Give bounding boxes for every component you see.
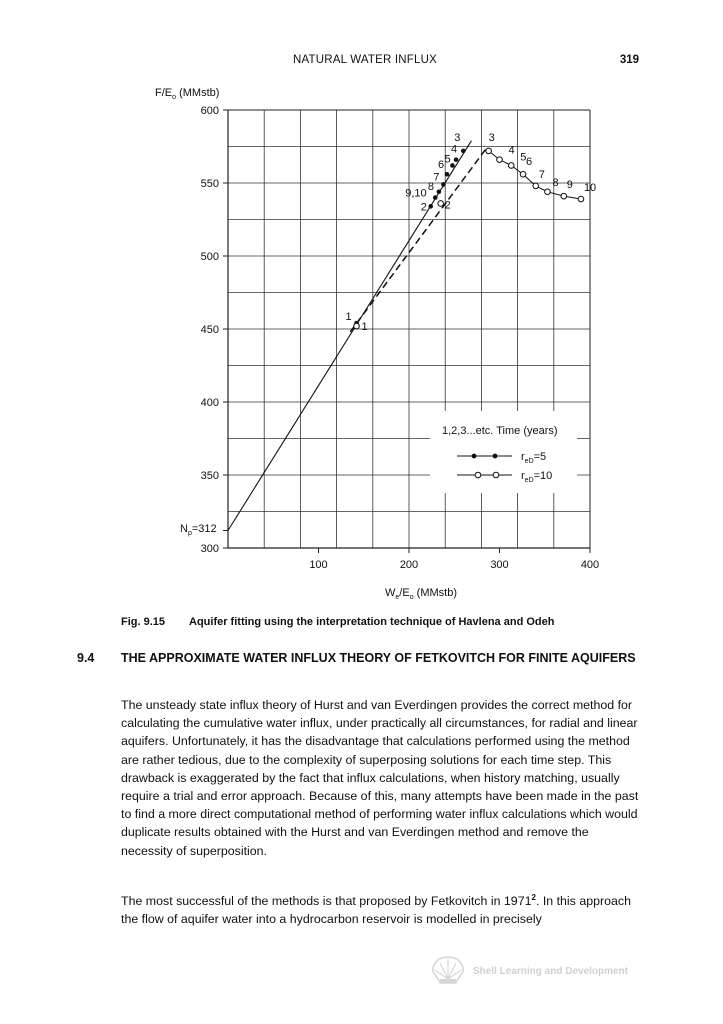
point-red5	[454, 157, 459, 162]
point-label-red5: 8	[427, 180, 434, 193]
legend-marker-red10-b	[493, 472, 499, 478]
paragraph-2-end: . In this approach the flow of aquifer water into a hydrocarbon reservoir is modelled in precisely	[121, 894, 631, 927]
point-label-red5: 2	[420, 201, 427, 214]
point-label-red5: 9,10	[405, 187, 427, 200]
point-red5	[450, 163, 455, 168]
footer-brand-text: Shell Learning and Development	[473, 966, 629, 977]
point-label-red10: 6	[526, 156, 533, 169]
point-red5	[428, 204, 433, 209]
point-label-red10: 2	[444, 199, 451, 212]
legend-marker-red5-b	[493, 454, 498, 459]
point-red5	[441, 182, 446, 187]
x-tick-label: 400	[580, 559, 600, 571]
point-label-red10: 5	[520, 151, 527, 164]
point-label-red10: 9	[566, 179, 573, 192]
point-red10	[561, 193, 567, 199]
point-label-red10: 3	[488, 131, 495, 144]
section-number: 9.4	[77, 651, 95, 665]
legend-label-red5: $r_{eD}=5$	[521, 451, 547, 465]
y-tick-label: 400	[200, 397, 219, 409]
point-red10	[578, 196, 584, 202]
x-tick-label: 300	[490, 559, 509, 571]
legend-label-red10: $r_{eD}=10$	[521, 470, 553, 484]
point-red10	[520, 171, 526, 177]
point-label-red5: 7	[433, 171, 440, 184]
x-tick-label: 100	[309, 559, 328, 571]
paragraph-2-start: The most successful of the methods is that proposed by Fetkovitch in 1971	[121, 894, 532, 909]
point-red10	[497, 157, 503, 163]
legend	[430, 411, 577, 493]
point-red5	[461, 149, 466, 154]
point-red5	[445, 172, 450, 177]
point-label-red10: 7	[538, 168, 545, 181]
point-red10	[545, 189, 551, 195]
data-points	[346, 132, 597, 333]
y-tick-label: 550	[200, 178, 219, 190]
point-red10	[354, 323, 360, 329]
running-header-title: NATURAL WATER INFLUX	[293, 54, 437, 66]
legend-marker-red10-a	[475, 472, 481, 478]
y-axis-label: $F/E_o$ (MMstb)	[155, 87, 220, 101]
point-red10	[486, 148, 492, 154]
point-label-red5: 5	[444, 153, 451, 166]
y-tick-label: 450	[200, 324, 219, 336]
point-label-red5: 1	[345, 311, 352, 324]
x-tick-label: 200	[399, 559, 419, 571]
figure-caption	[121, 616, 554, 628]
point-label-red5: 3	[454, 131, 461, 144]
decline-curve-red10	[489, 151, 581, 199]
x-axis-label: $W_e/E_o$ (MMstb)	[385, 587, 457, 600]
np-intercept-label: $N_p=312$	[180, 523, 217, 537]
section-title: THE APPROXIMATE WATER INFLUX THEORY OF FETKOVITCH FOR FINITE AQUIFERS	[121, 651, 636, 665]
point-label-red10: 1	[361, 321, 368, 334]
page-number: 319	[619, 54, 639, 66]
legend-title: 1,2,3...etc. Time (years)	[442, 425, 558, 437]
point-red5	[437, 189, 442, 194]
point-label-red5: 4	[451, 143, 458, 156]
shell-logo-icon	[430, 955, 466, 985]
point-red10	[533, 183, 539, 189]
y-tick-label: 600	[200, 105, 219, 117]
y-tick-label: 500	[200, 251, 219, 263]
point-label-red10: 10	[583, 182, 597, 195]
legend-box	[430, 411, 577, 493]
paragraph-2	[121, 889, 641, 929]
citation-superscript: 2	[531, 893, 536, 902]
point-label-red10: 8	[552, 176, 559, 189]
fit-line-red10-dashed	[350, 147, 488, 332]
point-label-red5: 6	[438, 159, 445, 172]
point-red10	[508, 163, 514, 169]
figure-caption-text: Aquifer fitting using the interpretation technique of Havlena and Odeh	[189, 616, 555, 628]
point-red5	[433, 195, 438, 200]
legend-marker-red5-a	[472, 454, 477, 459]
paragraph-1: The unsteady state influx theory of Hurst and van Everdingen provides the correct method for calculating the cumulative water influx, under practically all circumstances, for radial and linear aquifers. Unfortunately, it has the disadvantage that calculations performed using the method are rather tedious, due to the complexity of superposing solutions for each time step. This drawback is exaggerated by the fact that influx calculations, when history matching, usually require a trial and error approach. Because of this, many attempts have been made in the past to find a more direct computational method of performing water influx calculations which would duplicate results obtained with the Hurst and van Everdingen method and remove the necessity of superposition.	[121, 698, 639, 858]
y-tick-label: 300	[200, 543, 219, 555]
y-tick-label: 350	[200, 470, 219, 482]
point-red10	[438, 201, 444, 207]
point-label-red10: 4	[508, 144, 515, 157]
figure-number: Fig. 9.15	[121, 616, 166, 628]
